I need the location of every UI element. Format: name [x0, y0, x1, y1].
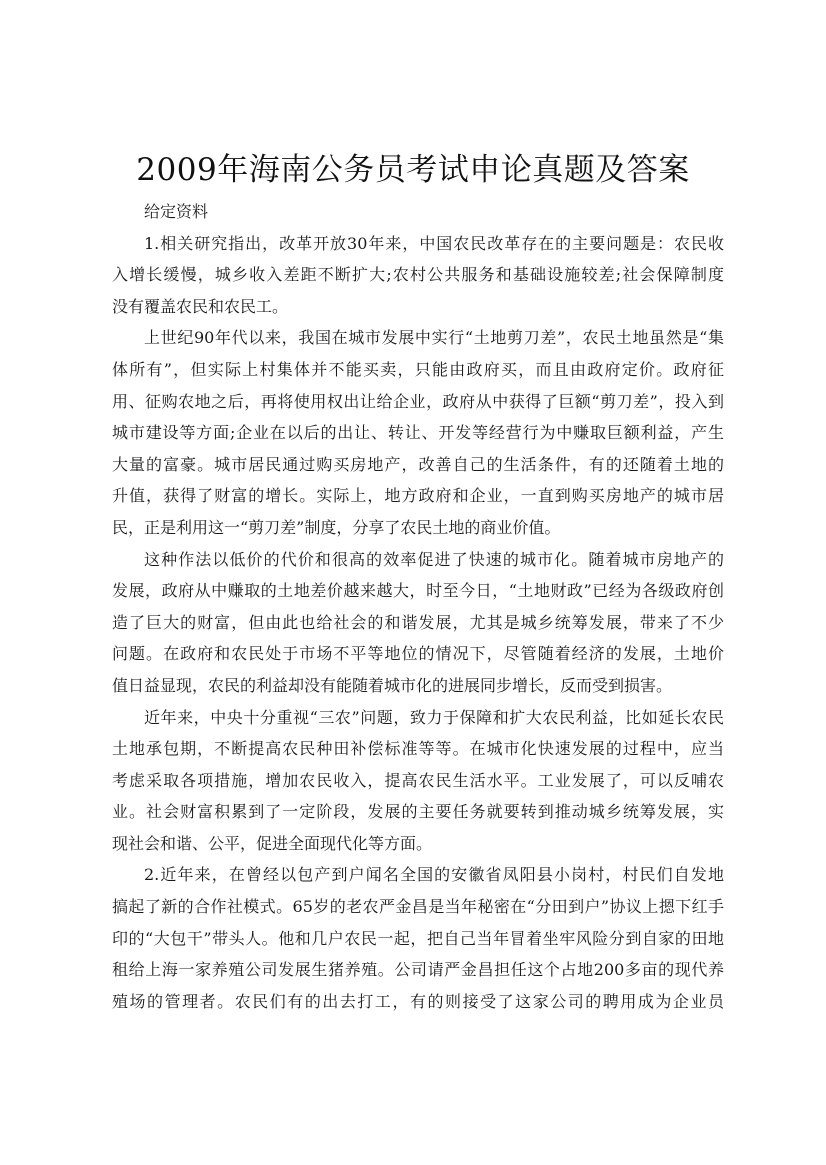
paragraph-line: 造了巨大的财富，但由此也给社会的和谐发展，尤其是城乡统筹发展，带来了不少 [112, 612, 724, 632]
paragraph-line: 这种作法以低价的代价和很高的效率促进了快速的城市化。随着城市房地产的 [144, 549, 724, 569]
paragraph-line: 城市建设等方面;企业在以后的出让、转让、开发等经营行为中赚取巨额利益，产生 [112, 423, 724, 443]
paragraph-line: 近年来，中央十分重视“三农”问题，致力于保障和扩大农民利益，比如延长农民 [144, 707, 724, 727]
paragraph-line: 租给上海一家养殖公司发展生猪养殖。公司请严金昌担任这个占地200多亩的现代养 [112, 960, 724, 980]
document-body [112, 196, 724, 1017]
paragraph-line: 1.相关研究指出，改革开放30年来，中国农民改革存在的主要问题是：农民收 [144, 233, 724, 253]
paragraph-line: 印的“大包干”带头人。他和几户农民一起，把自己当年冒着坐牢风险分到自家的田地 [112, 928, 724, 948]
paragraph-line: 用、征购农地之后，再将使用权出让给企业，政府从中获得了巨额“剪刀差”，投入到 [112, 391, 724, 411]
paragraph-line: 民，正是利用这一“剪刀差”制度，分享了农民土地的商业价值。 [112, 517, 561, 537]
paragraph-line: 升值，获得了财富的增长。实际上，地方政府和企业，一直到购买房地产的城市居 [112, 486, 724, 506]
paragraph-line: 没有覆盖农民和农民工。 [112, 296, 289, 316]
paragraph-line: 现社会和谐、公平，促进全面现代化等方面。 [112, 833, 433, 853]
paragraph-line: 土地承包期，不断提高农民种田补偿标准等等。在城市化快速发展的过程中，应当 [112, 739, 724, 759]
paragraph-line: 发展，政府从中赚取的土地差价越来越大，时至今日，“土地财政”已经为各级政府创 [112, 581, 724, 601]
paragraph-line: 上世纪90年代以来，我国在城市发展中实行“土地剪刀差”，农民土地虽然是“集 [144, 328, 724, 348]
paragraph-line: 2.近年来，在曾经以包产到户闻名全国的安徽省凤阳县小岗村，村民们自发地 [144, 865, 724, 885]
paragraph-line: 业。社会财富积累到了一定阶段，发展的主要任务就要转到推动城乡统筹发展，实 [112, 802, 724, 822]
paragraph-line: 入增长缓慢，城乡收入差距不断扩大;农村公共服务和基础设施较差;社会保障制度 [112, 265, 724, 285]
paragraph-line: 问题。在政府和农民处于市场不平等地位的情况下，尽管随着经济的发展，土地价 [112, 644, 724, 664]
paragraph-line: 搞起了新的合作社模式。65岁的老农严金昌是当年秘密在“分田到户”协议上摁下红手 [112, 897, 724, 917]
section-label: 给定资料 [144, 202, 209, 221]
paragraph-line: 殖场的管理者。农民们有的出去打工，有的则接受了这家公司的聘用成为企业员 [112, 991, 724, 1011]
paragraph-line: 大量的富豪。城市居民通过购买房地产，改善自己的生活条件，有的还随着土地的 [112, 454, 724, 474]
paragraph-line: 考虑采取各项措施，增加农民收入，提高农民生活水平。工业发展了，可以反哺农 [112, 770, 724, 790]
document-title: 2009年海南公务员考试申论真题及答案 [136, 152, 690, 188]
paragraph-line: 体所有”，但实际上村集体并不能买卖，只能由政府买，而且由政府定价。政府征 [112, 359, 724, 379]
paragraph-line: 值日益显现，农民的利益却没有能随着城市化的进展同步增长，反而受到损害。 [112, 675, 673, 695]
